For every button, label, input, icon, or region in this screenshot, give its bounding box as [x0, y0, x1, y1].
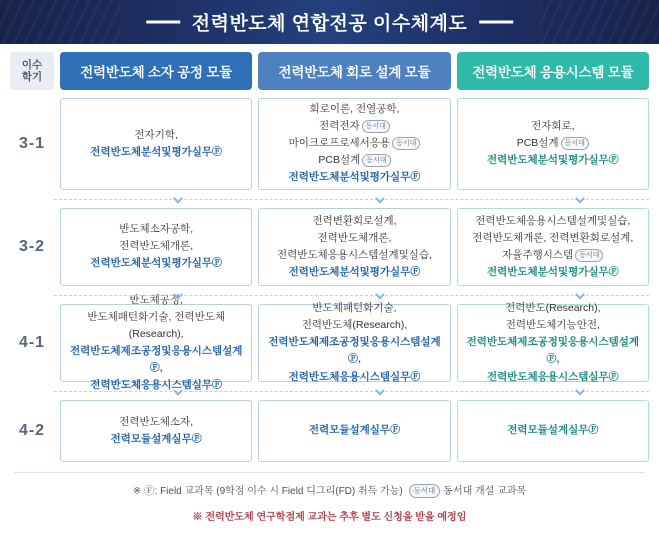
dongseo-tag: 동서대 [575, 249, 603, 262]
page-title-text: 전력반도체 연합전공 이수체계도 [191, 13, 468, 35]
cell-3-2-circuit [258, 208, 450, 286]
dongseo-tag: 동서대 [392, 137, 420, 150]
course-line: 전력반도체응용시스템실무Ⓕ [486, 370, 619, 383]
semester-label-4-1: 4-1 [18, 334, 46, 351]
cell-4-1-circuit [258, 304, 450, 382]
course-line: 전력반도체소자, [119, 415, 194, 428]
cell-3-1-application [457, 98, 649, 190]
course-line: 전력반도(Research), [505, 302, 601, 315]
course-line: 전력반도체응용시스템설계및실습, [276, 248, 433, 261]
course-line: 반도체패턴화기술, [312, 302, 397, 315]
column-header-process: 전력반도체 소자 공정 모듈 [60, 52, 252, 90]
corner-label [10, 52, 54, 90]
course-line: 전력반도체개론, 전력변환회로설계, [472, 231, 634, 244]
divider-dashed [54, 391, 649, 392]
header-banner [0, 0, 659, 44]
course-line: 반도체패턴화기술, 전력반도체(Research), [87, 310, 226, 340]
course-line: 전력모듈설계실무Ⓕ [308, 424, 401, 437]
course-line: 전력반도체(Research), [301, 319, 408, 332]
chevron-down-icon [575, 194, 585, 204]
course-line: 전력전자 동서대 [319, 118, 390, 135]
connector-row-1 [10, 190, 649, 208]
title-rule-right [479, 21, 513, 24]
footnote-legend-text: : Field 교과목 (9학점 이수 시 Field 디그리(FD) 취득 가능) [154, 486, 403, 497]
column-header-circuit: 전력반도체 회로 설계 모듈 [258, 52, 450, 90]
course-line: 반도체공정, [129, 293, 183, 306]
column-header-application: 전력반도체 응용시스템 모듈 [457, 52, 649, 90]
cell-4-2-circuit [258, 400, 450, 462]
course-line: 전력반도체분석및평가실무Ⓕ [90, 145, 223, 158]
footnote-school-text: 동서대 개설 교과목 [443, 486, 527, 497]
chevron-down-icon [375, 386, 385, 396]
footnotes [14, 472, 645, 523]
title-rule-left [146, 21, 180, 24]
course-line: 회로이론, 전열공학, [309, 103, 400, 116]
connector-row-3 [10, 382, 649, 400]
divider-dashed [54, 199, 649, 200]
dongseo-tag: 동서대 [409, 484, 441, 498]
chevron-down-icon [375, 194, 385, 204]
course-line: 전력반도체분석및평가실무Ⓕ [90, 257, 223, 270]
chevron-down-icon [575, 290, 585, 300]
semester-label-4-2: 4-2 [18, 422, 46, 439]
semester-label-3-1: 3-1 [18, 135, 46, 152]
course-line: 전력반도체제조공정및응용시스템설계Ⓕ, [69, 344, 243, 374]
course-line: 전력반도체개론, [119, 240, 194, 253]
corner-label-line2: 학기 [21, 71, 43, 83]
course-line: 전력반도체분석및평가실무Ⓕ [486, 265, 619, 278]
connector-row-2 [10, 286, 649, 304]
dongseo-tag: 동서대 [362, 120, 390, 133]
chevron-down-icon [173, 386, 183, 396]
cell-4-1-process [60, 293, 252, 391]
footnote-legend [14, 482, 645, 498]
cell-3-1-circuit [258, 98, 450, 190]
course-line: 전력변환회로설계, [312, 214, 397, 227]
cell-4-1-application [457, 304, 649, 382]
course-line: 전자기학, [134, 128, 178, 141]
course-line: 전력반도체개론, [317, 231, 392, 244]
course-line: 반도체소자공학, [119, 223, 194, 236]
footnote-prefix: ※ [132, 486, 142, 497]
course-line: 마이크로프로세서응용 동서대 [289, 135, 421, 152]
field-degree-icon: Ⓕ [144, 485, 155, 497]
banner-decoration-left [0, 0, 120, 44]
divider-dashed [54, 295, 649, 296]
cell-3-2-application [457, 208, 649, 286]
cell-4-2-application [457, 400, 649, 462]
chevron-down-icon [575, 386, 585, 396]
cell-3-1-process [60, 98, 252, 190]
course-line: 전력반도체응용시스템설계및실습, [475, 214, 631, 227]
course-line: 전력반도체응용시스템실무Ⓕ [288, 370, 421, 383]
corner-label-line1: 이수 [21, 58, 43, 71]
page-title [134, 9, 526, 36]
course-line: 전자회로, [531, 120, 575, 133]
dongseo-tag: 동서대 [561, 137, 589, 150]
cell-4-2-process [60, 400, 252, 462]
row-spacer [10, 90, 649, 98]
course-line: 전력반도체응용시스템실무Ⓕ [90, 379, 223, 391]
semester-label-3-2: 3-2 [18, 238, 46, 255]
course-line: PCB설계 동서대 [517, 135, 589, 152]
course-line: 전력반도체기능안전, [505, 319, 600, 332]
course-line: 자율주행시스템 동서대 [502, 247, 603, 264]
course-line: 전력반도체분석및평가실무Ⓕ [288, 171, 421, 184]
dongseo-tag: 동서대 [362, 154, 390, 167]
course-line: 전력모듈설계실무Ⓕ [507, 424, 599, 437]
banner-decoration-right [539, 0, 659, 44]
course-line: PCB설계 동서대 [318, 152, 390, 169]
footnote-note: ※ 전력반도체 연구학점제 교과는 추후 별도 신청을 받을 예정임 [192, 512, 467, 524]
curriculum-grid [0, 44, 659, 462]
course-line: 전력반도체제조공정및응용시스템설계Ⓕ, [466, 336, 640, 366]
course-line: 전력모듈설계실무Ⓕ [110, 432, 202, 445]
chevron-down-icon [173, 194, 183, 204]
cell-3-2-process [60, 208, 252, 286]
chevron-down-icon [375, 290, 385, 300]
course-line: 전력반도체분석및평가실무Ⓕ [486, 154, 619, 167]
course-line: 전력반도체제조공정및응용시스템설계Ⓕ, [268, 336, 441, 366]
course-line: 전력반도체분석및평가실무Ⓕ [288, 265, 421, 278]
chevron-down-icon [173, 290, 183, 300]
